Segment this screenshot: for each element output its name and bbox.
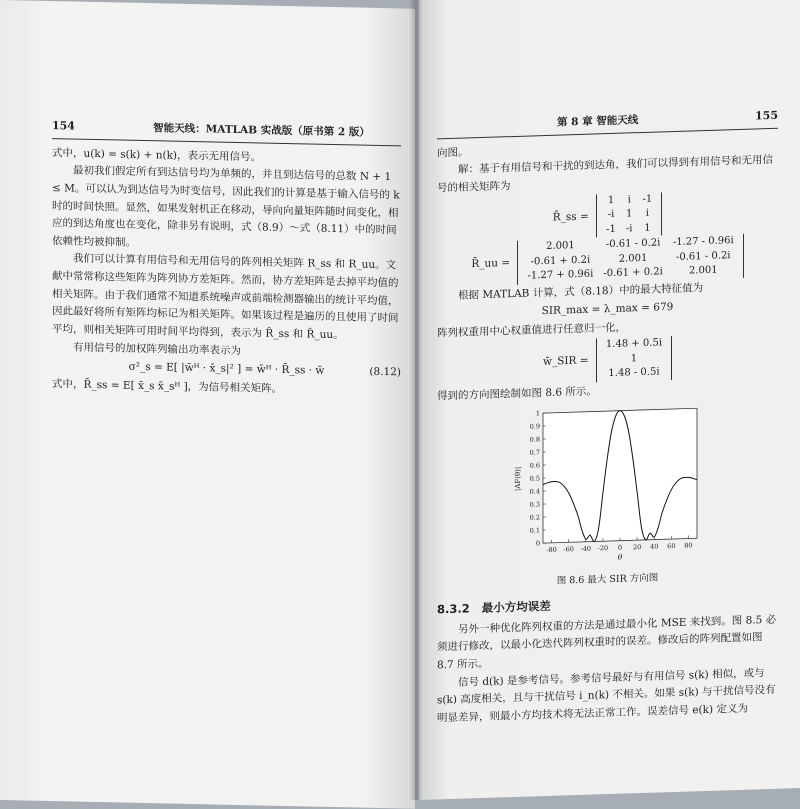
- x-tick-label: 40: [650, 542, 658, 550]
- plot-frame: [543, 408, 697, 543]
- left-paragraph: 式中，u(k) = s(k) + n(k)，表示无用信号。: [52, 145, 401, 170]
- right-paragraph: 向图。: [437, 134, 778, 162]
- solution-paragraph: 解：基于有用信号和干扰的到达角，我们可以得到有用信号和无用信号的相关矩阵为: [437, 152, 778, 198]
- y-tick-label: 0.6: [529, 461, 539, 469]
- x-tick-label: -80: [546, 545, 556, 553]
- x-axis-label: θ: [617, 552, 622, 561]
- matrix-cell: 1.48 - 0.5i: [601, 366, 667, 383]
- matrix-cell: 1: [621, 207, 638, 222]
- sir-max-equation: SIR_max = λ_max = 679: [437, 296, 778, 324]
- x-tick-label: 20: [632, 543, 640, 551]
- matrix-cell: -1.27 + 0.96i: [522, 267, 598, 284]
- x-tick-label: 0: [617, 543, 621, 551]
- left-page-number: 154: [52, 117, 122, 137]
- y-tick-label: 1: [535, 409, 539, 417]
- matrix-cell: -i: [601, 208, 621, 223]
- array-factor-plot: [513, 402, 703, 573]
- matrix-cell: -0.61 - 0.2i: [668, 248, 739, 265]
- section-title: 最小方均误差: [482, 599, 551, 615]
- matrix-cell: i: [638, 207, 658, 222]
- book-gutter: [409, 0, 423, 800]
- left-paragraph: 式中，R̄_ss = E[ x̄_s x̄_sᴴ ]，为信号相关矩阵。: [52, 376, 401, 401]
- right-paragraph: 另外一种优化阵列权重的方法是通过最小化 MSE 来找到。图 8.5 必须进行修改，以最小化迭代阵列权重时的误差。修改后的阵列配置如图 8.7 所示。: [437, 611, 778, 675]
- x-tick-label: -60: [563, 545, 573, 553]
- right-paragraph: 信号 d(k) 是参考信号。参考信号最好与有用信号 s(k) 相似，或与 s(k) 高度相关，且与干扰信号 i_n(k) 不相关。如果 s(k) 与干扰信号没有明显差异，则最小方均技术将无法正常工作。误差信号 e(k) 定义为: [437, 664, 778, 728]
- right-paragraph: 阵列权重用中心权重值进行任意归一化，: [437, 314, 778, 342]
- equation-number: (8.12): [369, 364, 401, 382]
- y-tick-label: 0.9: [529, 422, 539, 430]
- matrix-cell: -1: [601, 222, 621, 237]
- matrix-cell: -1.27 - 0.96i: [668, 234, 739, 251]
- right-running-title: 第 8 章 智能天线: [437, 110, 708, 136]
- y-tick-label: 0: [535, 539, 539, 547]
- right-running-header: [437, 107, 778, 139]
- rss-matrix: [596, 192, 662, 238]
- y-tick-label: 0.5: [529, 474, 539, 482]
- y-axis-label: |AF(θ)|: [514, 466, 522, 491]
- matrix-cell: 2.001: [598, 251, 667, 268]
- right-page-number: 155: [708, 107, 778, 128]
- matrix-cell: 1: [601, 351, 667, 368]
- left-running-header: [52, 117, 401, 146]
- figure-caption: 图 8.6 最大 SIR 方向图: [437, 566, 778, 593]
- rss-label: R̄_ss =: [553, 210, 589, 223]
- y-tick-label: 0.2: [529, 513, 539, 521]
- matrix-cell: -0.61 + 0.2i: [598, 265, 667, 282]
- equation-8-12-body: σ²_s = E[ |w̄ᴴ · x̄_s|² ] = w̄ᴴ · R̄_ss · w̄: [129, 361, 325, 377]
- right-paragraph: 根据 MATLAB 计算，式（8.18）中的最大特征值为: [437, 277, 778, 305]
- x-tick-label: -40: [580, 544, 590, 552]
- figure-8-6: [513, 402, 703, 573]
- matrix-cell: i: [621, 193, 638, 208]
- matrix-cell: -0.61 - 0.2i: [598, 236, 667, 253]
- matrix-cell: 1: [601, 193, 621, 208]
- y-tick-label: 0.1: [529, 526, 539, 534]
- left-paragraph: 最初我们假定所有到达信号均为单频的，并且到达信号的总数 N + 1 ≤ M。可以认为到达信号为时变信号，因此我们的计算是基于输入信号的 k 时的时间快照。显然，如果发射机正在移动，导向向量矩阵随时间变化，相应的到达角度也在变化，除非另有说明，式（8.9）～式（8.11）中的时间依赖性均被抑制。: [52, 162, 401, 257]
- ruu-label: R̄_uu =: [471, 257, 510, 270]
- ruu-matrix: [517, 234, 743, 285]
- y-tick-label: 0.7: [529, 448, 539, 456]
- matrix-cell: 1.48 + 0.5i: [601, 337, 667, 354]
- weight-label: w̄_SIR =: [543, 355, 589, 368]
- matrix-cell: -0.61 + 0.2i: [522, 253, 598, 270]
- right-paragraph: 得到的方向图绘制如图 8.6 所示。: [437, 378, 778, 406]
- x-tick-label: 60: [667, 541, 675, 549]
- weight-vector: [596, 336, 672, 382]
- matrix-cell: 2.001: [668, 263, 739, 280]
- left-running-title: 智能天线：MATLAB 实战版（原书第 2 版）: [122, 120, 401, 143]
- section-number: 8.3.2: [437, 602, 470, 617]
- matrix-cell: -1: [638, 192, 658, 207]
- matrix-cell: -i: [621, 222, 638, 237]
- y-tick-label: 0.3: [529, 500, 539, 508]
- left-paragraph: 我们可以计算有用信号和无用信号的阵列相关矩阵 R_ss 和 R_uu。文献中常常称这些矩阵为阵列协方差矩阵。然而，协方差矩阵是去掉平均值的相关矩阵。由于我们通常不知道系统噪声或前端检测器输出的统计平均值，因此最好将所有矩阵均标记为相关矩阵。如果该过程是遍历的且使用了时间平均，则相关矩阵可用时间平均得到，表示为 R̂_ss 和 R̂_uu。: [52, 250, 401, 345]
- right-page: [419, 0, 800, 800]
- left-paragraph: 有用信号的加权阵列输出功率表示为: [52, 339, 401, 364]
- matrix-cell: 2.001: [522, 238, 598, 255]
- y-tick-label: 0.8: [529, 435, 539, 443]
- x-tick-label: -20: [597, 544, 607, 552]
- matrix-cell: 1: [638, 221, 658, 236]
- y-tick-label: 0.4: [529, 487, 539, 495]
- x-tick-label: 80: [684, 541, 692, 549]
